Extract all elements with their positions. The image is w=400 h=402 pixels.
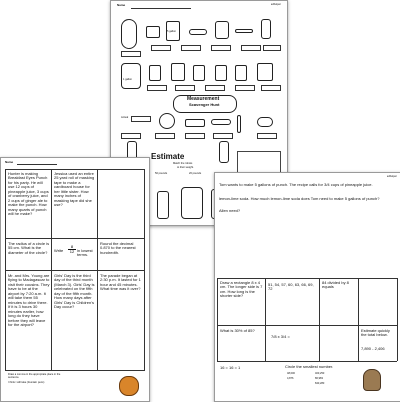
problem-text: Draw a rectangle 8 x 4 cm. The longer side is 7 cm. How long is the shorter side? [220,280,263,299]
glass-icon [215,65,227,81]
jar-icon [215,21,229,39]
right-site-label: edhelper [386,175,397,178]
answer-box[interactable] [121,51,141,57]
problem-text: Hunter is making Breakfast Eyes Punch for his party. He will use 12 cups of pineapple juice, 3 cups of cranberry juice, and 2 cups of ginger ale to make the punch. How many quarts of punch will he make? [8,171,49,217]
problem-text: Mr. and Mrs. Young are flying to Madagascar to visit their cousins. They have to be at the airport by 7:20 a.m. It will take them 55 minutes to drive there. If it is 3 hours 30 minutes earlier, how long do they have before they will leave for the airport? [8,273,50,328]
back-site-label: edhelper [270,3,281,6]
problem-text: Allen need? [219,208,241,213]
estimate-title: Estimate [151,152,185,161]
lion-icon [119,376,139,396]
can-icon [171,63,185,81]
answer-box[interactable] [205,85,225,91]
robot-icon [157,191,169,219]
number-option[interactable]: 4,876 [287,377,294,380]
problem-text: Write [54,248,64,253]
weight-label: 20 pounds [189,172,202,175]
answer-box[interactable] [235,85,255,91]
syringe-icon [235,29,253,33]
problem-text: What is 30% of 85? [220,328,255,333]
answer-box[interactable] [181,45,201,51]
glass-icon [235,65,247,81]
number-option[interactable]: 48,000 [287,372,295,375]
footer-sentence: I think I will take (fountain pens) [8,381,45,384]
problem-text: Estimate quickly the total below. [361,328,390,338]
problem-text: 7,890 - 2,406 [361,346,385,351]
cup-icon [149,65,161,81]
estimate-sub1: Match the robots [173,162,193,165]
answer-box[interactable] [213,133,233,139]
title-line2: Scavenger Hunt [189,102,220,107]
sunglasses-icon [189,29,207,35]
problem-text: The parade began at 2:30 p.m. It lasted for 1 hour and 45 minutes. What time was it over? [100,273,141,292]
problem-text: Circle the smallest number. [285,364,334,369]
problem-text: lemon-lime soda. How much lemon-lime soda does Tom need to make 5 gallons of punch? [219,196,380,201]
title-line1: Measurement [187,96,220,102]
right-worksheet [214,172,400,402]
back-name-label: Name [117,3,126,7]
number-sequence: 51, 54, 57, 60, 63, 66, 69, 72 [268,282,314,292]
footer-instruction: Draw a comma in the appropriate place in the sentence. [8,373,61,379]
answer-box[interactable] [211,45,231,51]
pencil-icon [237,115,241,133]
bottle-icon [261,19,271,39]
answer-box[interactable] [147,85,167,91]
number-option[interactable]: 403,253 [315,372,325,375]
answer-box[interactable] [257,133,277,139]
left-worksheet [0,157,150,402]
answer-box[interactable] [121,133,141,139]
clock-icon [159,113,175,129]
answer-box[interactable] [263,45,281,51]
answer-box[interactable] [151,45,171,51]
equation: 7/8 x 3/4 = [271,334,290,339]
glass-icon [193,65,205,81]
tape-icon [121,19,137,49]
gallon-label: 1 gallon [123,78,133,81]
problem-text: The radius of a circle is 55 cm. What is the diameter of the circle? [8,241,50,255]
fraction: $\frac{8}{12}$ [69,244,75,254]
glasses-icon [211,119,231,125]
robot-icon [181,187,203,219]
answer-box[interactable] [155,133,175,139]
carton-label: 5 gallon [167,30,177,33]
left-name-label: Name [5,160,14,164]
stapler-icon [185,119,205,127]
answer-box[interactable] [131,116,151,122]
number-option[interactable]: 843,283 [315,382,325,385]
problem-text: Jessica used an entire 25 yard roll of masking tape to make a cardboard house for her little sister. How many inches of masking tape did she use? [54,171,95,208]
actual-label: Actual [121,116,129,119]
problem-text: Tom wants to make 5 gallons of punch. The recipe calls for 3/4 cups of pineapple juice. [219,182,373,187]
problem-text: Round the decimal 0.870 to the nearest hundredth. [100,241,136,255]
cup-icon [257,63,273,81]
estimate-sub2: to their weight. [177,166,194,169]
answer-box[interactable] [175,85,195,91]
answer-box[interactable] [185,133,205,139]
number-option[interactable]: 86,983 [315,377,323,380]
mug-icon [146,26,160,38]
equation: 16 = 16 = 1 [220,365,241,370]
problem-text: Girls' Day is the third day of the third month (March 3). Girls' Day is celebrated on the fifth day of the fifth month. How many days after Girls' Day is Children's Day occur? [54,273,95,310]
bottle-icon [219,141,229,163]
answer-box[interactable] [261,85,281,91]
problem-text: in lowest terms. [77,248,93,258]
owl-icon [363,369,381,391]
weight-label: 50 pounds [155,172,168,175]
problem-text: 84 divided by 8 equals [322,280,349,290]
gallon-jug-icon [121,63,141,89]
fish-icon [257,117,273,127]
answer-box[interactable] [241,45,261,51]
